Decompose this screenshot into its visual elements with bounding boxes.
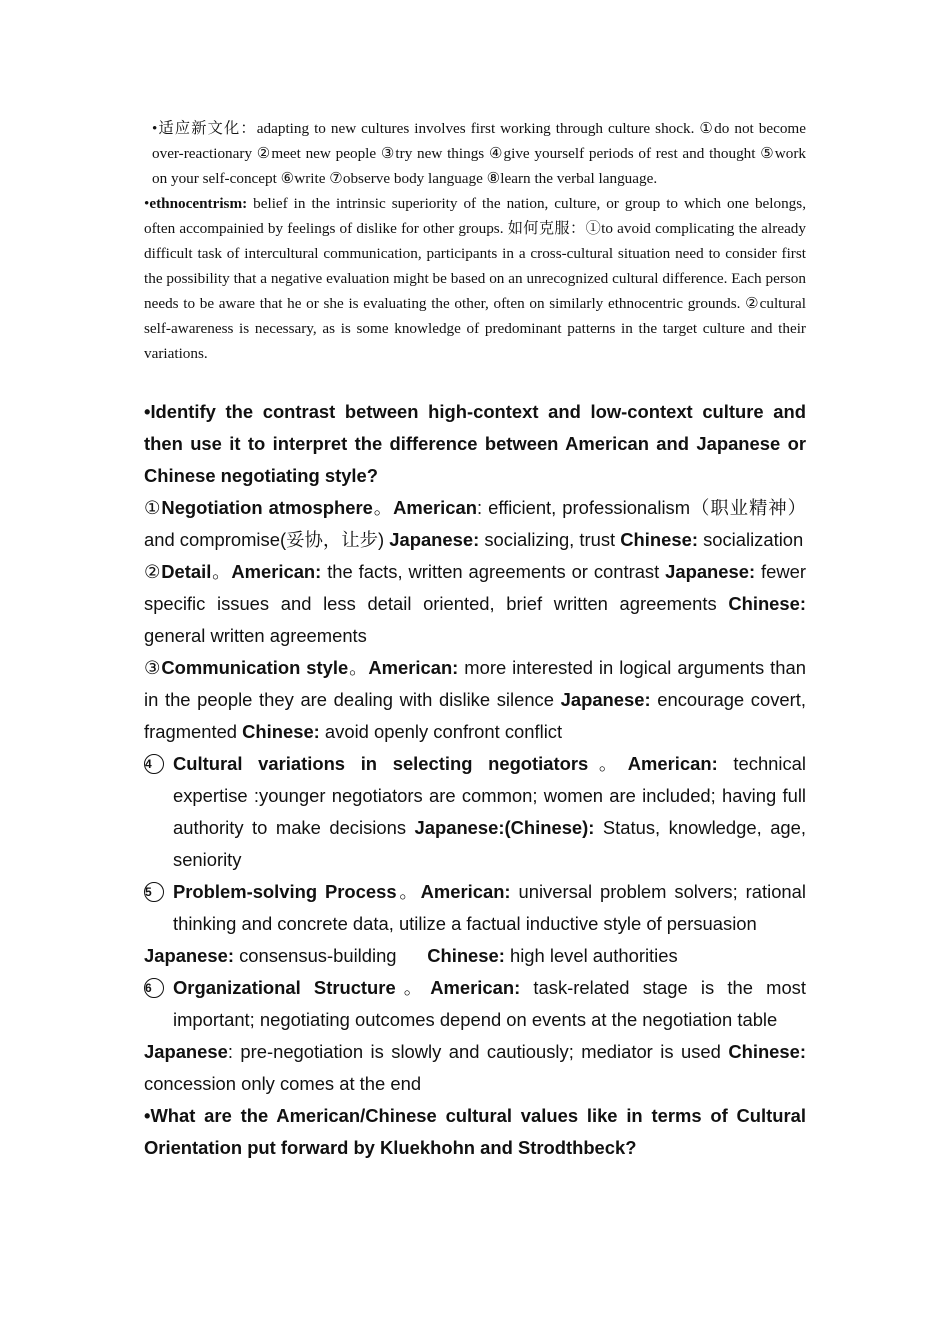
question-heading xyxy=(144,396,806,492)
label-japanese: Japanese: xyxy=(144,945,234,966)
question-heading xyxy=(144,1100,806,1164)
separator: 。 xyxy=(396,881,421,902)
label-japanese: Japanese: xyxy=(665,561,756,582)
item-organizational-structure-continued xyxy=(144,1036,806,1100)
item-problem-solving xyxy=(144,876,806,940)
label-chinese: Chinese: xyxy=(427,945,505,966)
label-american: American: xyxy=(420,881,511,902)
text-american: task-related stage is the most important; negotiating outcomes depend on events at the negotiation table xyxy=(173,977,806,1030)
item-number-circle: 4 xyxy=(144,754,164,774)
bullet: • xyxy=(144,195,150,212)
text-american: technical expertise :younger negotiators are common; women are included; having full authority to make decisions xyxy=(173,753,806,838)
separator: 。 xyxy=(372,497,394,518)
label-chinese: Chinese: xyxy=(728,593,806,614)
text-american: universal problem solvers; rational thinking and concrete data, utilize a factual inductive style of persuasion xyxy=(173,881,806,934)
label-chinese: Chinese: xyxy=(728,1041,806,1062)
item-number: ② xyxy=(144,561,162,582)
text-chinese: high level authorities xyxy=(504,945,678,966)
paragraph-text: belief in the intrinsic superiority of the nation, culture, or group to which one belongs, often accompainied by feelings of dislike for other groups. 如何克服：①to avoid complicating the already difficult task of intercultural communication, participants in a cross-cultural situation need to consider first the possibility that a negative evaluation might be based on an unrecognized cultural difference. Each person needs to be aware that he or she is evaluating the other, often on similarly ethnocentric grounds. ②cultural self-awareness is necessary, as is some knowledge of predominant patterns in the target culture and their variations. xyxy=(144,195,806,362)
label-american: American xyxy=(393,497,477,518)
item-title: Detail xyxy=(161,561,212,582)
text-american: the facts, written agreements or contrast xyxy=(321,561,666,582)
text-chinese: avoid openly confront conflict xyxy=(319,721,563,742)
item-detail xyxy=(144,556,806,652)
item-number-circle: 5 xyxy=(144,882,164,902)
label-american: American: xyxy=(368,657,459,678)
paragraph-adapting xyxy=(144,116,806,191)
item-selecting-negotiators xyxy=(144,748,806,876)
question-text: •What are the American/Chinese cultural values like in terms of Cultural Orientation put forward by Kluekhohn and Strodthbeck? xyxy=(144,1105,806,1158)
negotiation-section xyxy=(144,396,806,1164)
label-american: American: xyxy=(231,561,322,582)
item-communication-style xyxy=(144,652,806,748)
label-japanese: Japanese: xyxy=(560,689,651,710)
item-number-circle: 6 xyxy=(144,978,164,998)
label-japanese: Japanese: xyxy=(389,529,480,550)
text-japanese: encourage covert, fragmented xyxy=(144,689,806,742)
item-organizational-structure xyxy=(144,972,806,1036)
bullet-label: •适应新文化： xyxy=(152,120,257,137)
term-ethnocentrism: ethnocentrism: xyxy=(149,195,248,212)
item-negotiation-atmosphere xyxy=(144,492,806,556)
intro-section xyxy=(144,116,806,366)
text-japanese: socializing, trust xyxy=(479,529,621,550)
document-page xyxy=(144,116,806,1164)
text-american: : efficient, professionalism（职业精神）and compromise(妥协，让步) xyxy=(144,497,806,550)
text-japanese: fewer specific issues and less detail oriented, brief written agreements xyxy=(144,561,806,614)
label-american: American: xyxy=(430,977,521,998)
text-japanese-chinese: Status, knowledge, age, seniority xyxy=(173,817,806,870)
label-chinese: Chinese: xyxy=(242,721,320,742)
label-japanese: Japanese xyxy=(144,1041,228,1062)
item-problem-solving-continued xyxy=(144,940,806,972)
separator: 。 xyxy=(348,657,369,678)
separator: 。 xyxy=(211,561,232,582)
text-japanese: consensus-building xyxy=(233,945,402,966)
separator: 。 xyxy=(588,753,628,774)
spacer xyxy=(144,366,806,396)
text-chinese: socialization xyxy=(697,529,804,550)
label-japanese-chinese: Japanese:(Chinese): xyxy=(414,817,595,838)
label-american: American: xyxy=(627,753,718,774)
text-japanese: : pre-negotiation is slowly and cautiously; mediator is used xyxy=(227,1041,729,1062)
item-number: ③ xyxy=(144,657,162,678)
paragraph-ethnocentrism xyxy=(144,191,806,366)
label-chinese: Chinese: xyxy=(620,529,698,550)
item-title: Problem-solving Process xyxy=(173,881,397,902)
text-chinese: concession only comes at the end xyxy=(144,1073,422,1094)
item-title: Communication style xyxy=(161,657,349,678)
question-text: •Identify the contrast between high-context and low-context culture and then use it to interpret the difference between American and Japanese or Chinese negotiating style? xyxy=(144,401,806,486)
text-american: more interested in logical arguments than in the people they are dealing with dislike silence xyxy=(144,657,806,710)
item-title: Cultural variations in selecting negotiators xyxy=(173,753,589,774)
separator: 。 xyxy=(395,977,431,998)
paragraph-text: adapting to new cultures involves first working through culture shock. ①do not become over-reactionary ②meet new people ③try new things ④give yourself periods of rest and thought ⑤work on your self-concept ⑥write ⑦observe body language ⑧learn the verbal language. xyxy=(152,120,806,187)
item-title: Negotiation atmosphere xyxy=(161,497,373,518)
item-title: Organizational Structure xyxy=(173,977,396,998)
text-chinese: general written agreements xyxy=(144,625,367,646)
item-number: ① xyxy=(144,497,162,518)
